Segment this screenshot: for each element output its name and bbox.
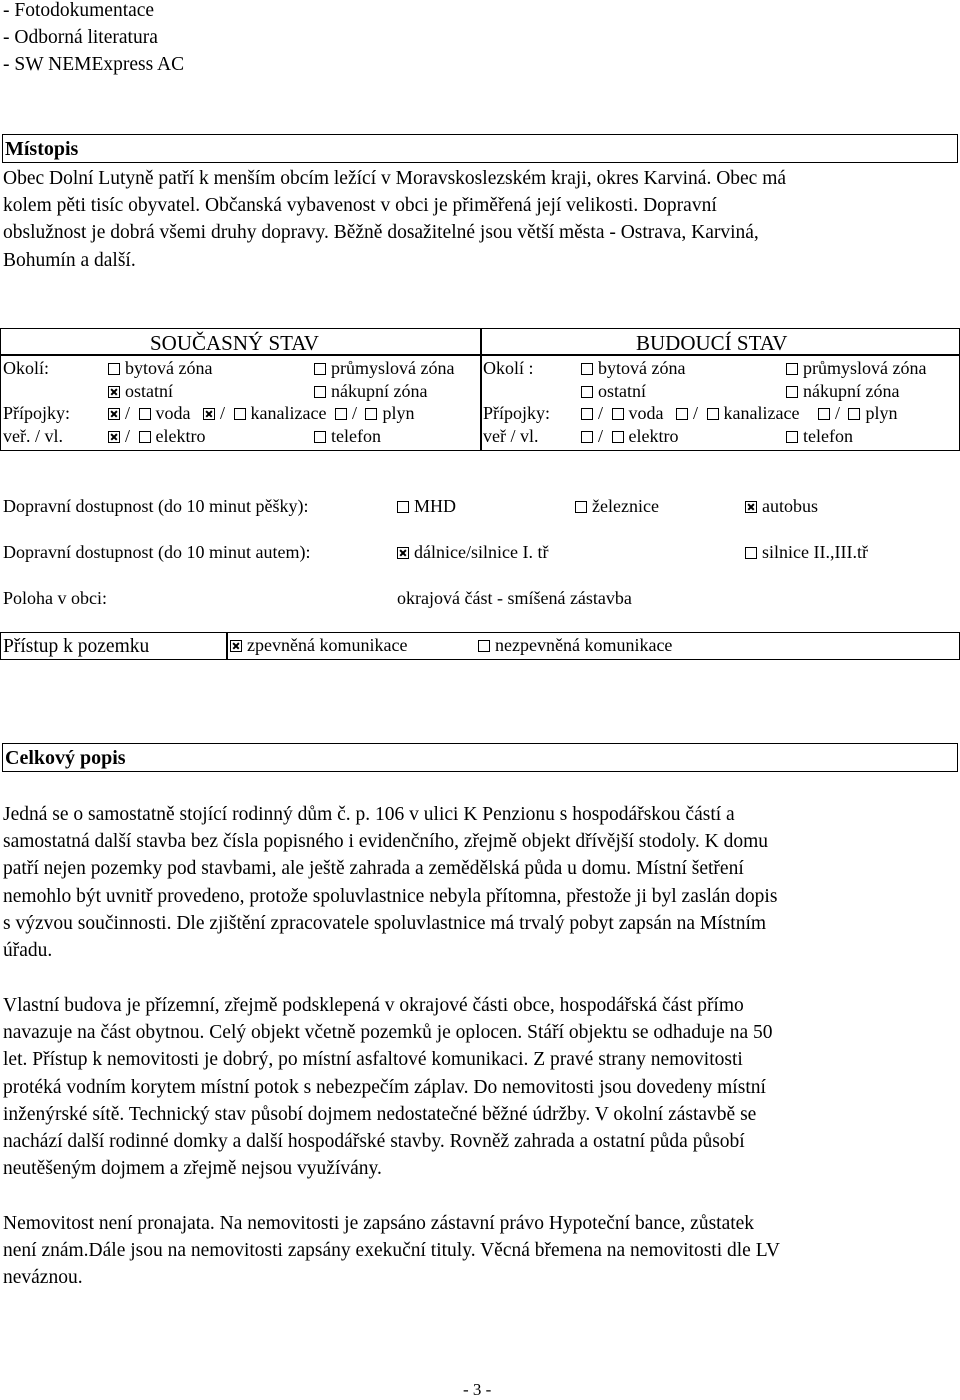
checkbox-unchecked-icon[interactable] [108,363,120,375]
attachment-item: - SW NEMExpress AC [3,54,185,75]
slash: / [834,403,840,423]
current-bytova-label: bytová zóna [125,358,213,378]
slash: / [351,403,357,423]
popis-line: není znám.Dále jsou na nemovitosti zapsány exekuční tituly. Věcná břemena na nemovitosti dle LV [3,1240,780,1262]
mistopis-heading: Místopis [5,138,79,160]
mhd-label: MHD [414,496,457,516]
checkbox-unchecked-icon[interactable] [786,431,798,443]
popis-line: inženýrské sítě. Technický stav působí dojmem nedostatečné běžné údržby. V okolní zástavbě se [3,1103,757,1125]
checkbox-checked-icon[interactable] [397,547,409,559]
checkbox-unchecked-icon[interactable] [478,640,490,652]
checkbox-checked-icon[interactable] [108,431,120,443]
current-kanalizace-label: kanalizace [250,403,327,423]
checkbox-unchecked-icon[interactable] [786,363,798,375]
popis-line: úřadu. [3,940,53,962]
slash: / [125,426,131,446]
zeleznice-label: železnice [592,496,659,516]
current-okoli-label: Okolí: [3,358,50,378]
checkbox-unchecked-icon[interactable] [676,408,688,420]
current-ver-label: veř. / vl. [3,426,63,446]
popis-paragraph-2 [3,992,953,1182]
future-kanalizace-label: kanalizace [723,403,800,423]
slash: / [598,426,604,446]
mistopis-line: kolem pěti tisíc obyvatel. Občanská vybavenost v obci je přiměřená její velikosti. Dopravní [3,195,717,217]
checkbox-unchecked-icon[interactable] [365,408,377,420]
autobus-label: autobus [762,496,818,516]
future-ver-label: veř / vl. [483,426,539,446]
popis-line: patří nejen pozemky pod stavbami, ale ještě zahrada a zemědělská půda u domu. Místní šetření [3,858,744,880]
slash: / [693,403,699,423]
checkbox-unchecked-icon[interactable] [314,431,326,443]
checkbox-unchecked-icon[interactable] [581,431,593,443]
future-bytova-label: bytová zóna [598,358,686,378]
popis-heading: Celkový popis [5,747,126,769]
mistopis-line: Obec Dolní Lutyně patří k menším obcím ležící v Moravskoslezském kraji, okres Karviná. Obec má [3,168,787,189]
checkbox-checked-icon[interactable] [108,386,120,398]
current-elektro-label: elektro [155,426,206,446]
current-nakupni-label: nákupní zóna [331,381,428,401]
popis-line: navazuje na část obytnou. Celý objekt včetně pozemků je oplocen. Stáří objektu se odhaduje na 50 [3,1022,773,1044]
attachment-item: - Fotodokumentace [3,0,155,21]
current-pripojky-label: Přípojky: [3,403,71,423]
popis-paragraph-1 [3,801,953,964]
popis-line: Jedná se o samostatně stojící rodinný dům č. p. 106 v ulici K Penzionu s hospodářskou částí a [3,804,735,825]
popis-paragraph-3 [3,1210,953,1292]
state-table-divider [480,328,482,451]
popis-line: Nemovitost není pronajata. Na nemovitosti je zapsáno zástavní právo Hypoteční bance, zůstatek [3,1213,755,1234]
popis-line: s výzvou součinnosti. Dle zjištění zpracovatele spoluvlastnice má trvalý pobyt zapsán na Místním [3,912,767,934]
checkbox-unchecked-icon[interactable] [335,408,347,420]
popis-line: nachází další rodinné domky a další hospodářské stavby. Rovněž zahrada a ostatní půda působí [3,1131,745,1153]
checkbox-unchecked-icon[interactable] [314,363,326,375]
current-state-title: SOUČASNÝ STAV [150,331,319,355]
current-ostatni-label: ostatní [125,381,173,401]
checkbox-checked-icon[interactable] [203,408,215,420]
checkbox-checked-icon[interactable] [230,640,242,652]
popis-line: nemohlo být uvnitř provedeno, protože spoluvlastnice nebyla přítomna, přestože ji byl zaslán dopis [3,885,778,907]
current-voda-label: voda [155,403,191,423]
mistopis-heading-box [2,134,958,163]
checkbox-unchecked-icon[interactable] [612,408,624,420]
car-access-label: Dopravní dostupnost (do 10 minut autem): [3,542,311,562]
access-divider [226,632,228,660]
page-number: - 3 - [463,1380,492,1399]
future-prumyslova-label: průmyslová zóna [803,358,927,378]
checkbox-unchecked-icon[interactable] [397,501,409,513]
future-voda-label: voda [628,403,664,423]
current-plyn-label: plyn [382,403,415,423]
future-pripojky-label: Přípojky: [483,403,551,423]
checkbox-unchecked-icon[interactable] [139,431,151,443]
walk-access-label: Dopravní dostupnost (do 10 minut pěšky): [3,496,309,516]
current-prumyslova-label: průmyslová zóna [331,358,455,378]
slash: / [125,403,131,423]
popis-line: let. Přístup k nemovitosti je dobrý, po místní asfaltové komunikaci. Z pravé strany nemovitosti [3,1049,743,1071]
future-telefon-label: telefon [803,426,853,446]
popis-line: protéká vodním korytem místní potok s nebezpečím záplav. Do nemovitosti jsou dovedeny místní [3,1076,766,1098]
popis-line: samostatná další stavba bez čísla popisného i evidenčního, zřejmě objekt dřívější stodoly. K domu [3,831,769,853]
checkbox-unchecked-icon[interactable] [818,408,830,420]
slash: / [220,403,226,423]
checkbox-unchecked-icon[interactable] [581,386,593,398]
checkbox-checked-icon[interactable] [108,408,120,420]
location-label: Poloha v obci: [3,588,107,608]
checkbox-unchecked-icon[interactable] [575,501,587,513]
mistopis-line: Bohumín a další. [3,249,136,271]
attachment-item: - Odborná literatura [3,27,158,48]
checkbox-unchecked-icon[interactable] [786,386,798,398]
checkbox-unchecked-icon[interactable] [848,408,860,420]
checkbox-unchecked-icon[interactable] [234,408,246,420]
checkbox-unchecked-icon[interactable] [139,408,151,420]
zpevnena-label: zpevněná komunikace [247,635,408,655]
future-plyn-label: plyn [865,403,898,423]
dalnice-label: dálnice/silnice I. tř [414,542,549,562]
future-ostatni-label: ostatní [598,381,646,401]
checkbox-unchecked-icon[interactable] [314,386,326,398]
checkbox-unchecked-icon[interactable] [612,431,624,443]
current-telefon-label: telefon [331,426,381,446]
checkbox-unchecked-icon[interactable] [581,408,593,420]
nezpevnena-label: nezpevněná komunikace [495,635,673,655]
checkbox-unchecked-icon[interactable] [581,363,593,375]
checkbox-checked-icon[interactable] [745,501,757,513]
location-value: okrajová část - smíšená zástavba [397,588,632,608]
future-elektro-label: elektro [628,426,679,446]
mistopis-line: obslužnost je dobrá všemi druhy dopravy. Běžně dosažitelné jsou větší města - Ostrava, Karviná, [3,222,759,244]
silnice-label: silnice II.,III.tř [762,542,868,562]
checkbox-unchecked-icon[interactable] [707,408,719,420]
mistopis-text [3,165,953,274]
future-nakupni-label: nákupní zóna [803,381,900,401]
slash: / [598,403,604,423]
access-label: Přístup k pozemku [3,636,150,657]
popis-line: neutěšeným dojmem a zřejmě nejsou využívány. [3,1158,382,1180]
checkbox-unchecked-icon[interactable] [745,547,757,559]
popis-line: neváznou. [3,1267,83,1289]
future-okoli-label: Okolí : [483,358,534,378]
future-state-title: BUDOUCÍ STAV [636,331,788,355]
popis-heading-box [2,743,958,772]
popis-line: Vlastní budova je přízemní, zřejmě podsklepená v okrajové části obce, hospodářská část přímo [3,995,744,1016]
